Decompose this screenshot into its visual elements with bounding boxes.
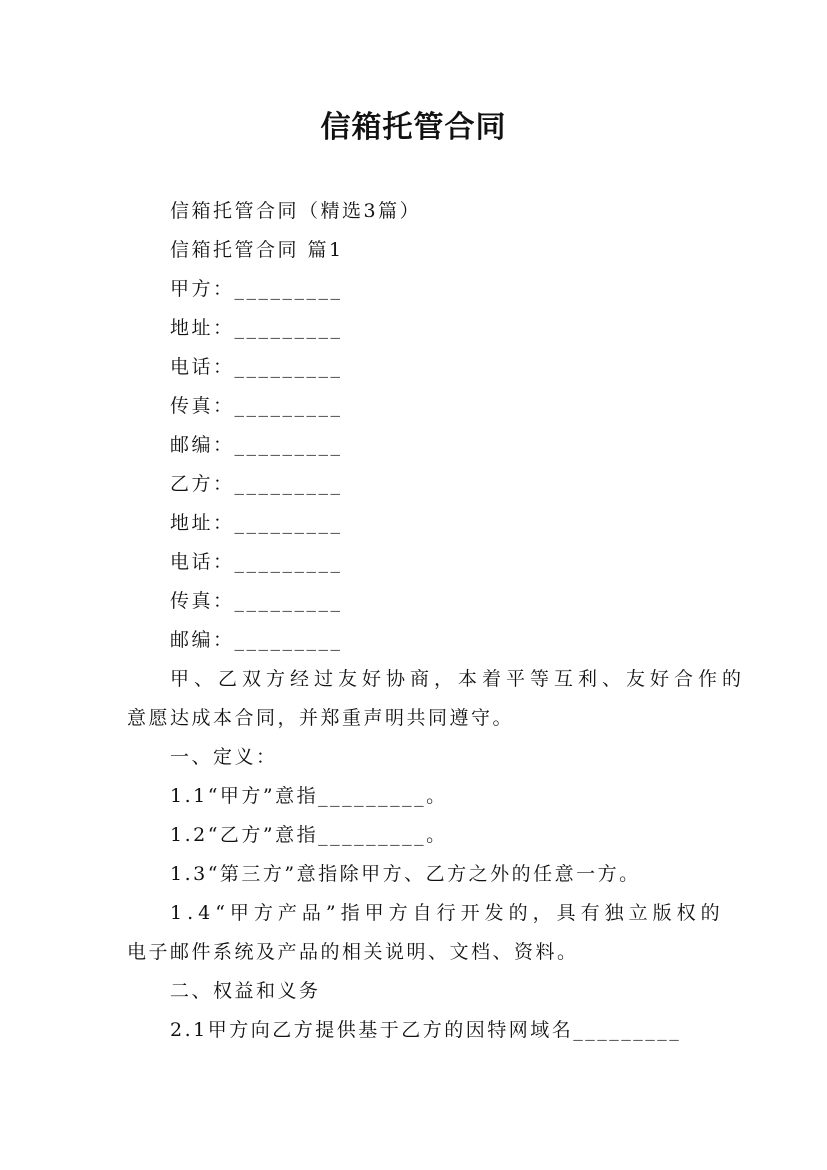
section-heading: 信箱托管合同 篇1 xyxy=(170,239,344,261)
party-a-field: 甲方：_________ xyxy=(170,278,343,300)
clause-1-4-line-2: 电子邮件系统及产品的相关说明、文档、资料。 xyxy=(127,941,579,963)
party-b-field: 乙方：_________ xyxy=(170,473,343,495)
preamble-paragraph-line-1: 甲、乙双方经过友好协商，本着平等互利、友好合作的 xyxy=(170,668,747,690)
party-b-phone-field: 电话：_________ xyxy=(170,551,343,573)
subtitle-line: 信箱托管合同（精选3篇） xyxy=(170,200,422,222)
clause-2-1: 2.1甲方向乙方提供基于乙方的因特网域名_________ xyxy=(170,1019,682,1041)
party-a-phone-field: 电话：_________ xyxy=(170,356,343,378)
clause-1-4-line-1: 1.4“甲方产品”指甲方自行开发的，具有独立版权的 xyxy=(170,902,725,924)
document-title: 信箱托管合同 xyxy=(320,110,507,145)
party-b-fax-field: 传真：_________ xyxy=(170,590,343,612)
preamble-paragraph-line-2: 意愿达成本合同，并郑重声明共同遵守。 xyxy=(127,707,515,729)
party-a-fax-field: 传真：_________ xyxy=(170,395,343,417)
clause-1-1: 1.1“甲方”意指_________。 xyxy=(170,785,448,807)
clause-1-3: 1.3“第三方”意指除甲方、乙方之外的任意一方。 xyxy=(170,863,641,885)
party-a-address-field: 地址：_________ xyxy=(170,317,343,339)
section-1-heading: 一、定义： xyxy=(170,746,278,768)
section-2-heading: 二、权益和义务 xyxy=(170,980,321,1002)
party-b-address-field: 地址：_________ xyxy=(170,512,343,534)
party-b-postcode-field: 邮编：_________ xyxy=(170,629,343,651)
clause-1-2: 1.2“乙方”意指_________。 xyxy=(170,824,448,846)
party-a-postcode-field: 邮编：_________ xyxy=(170,434,343,456)
